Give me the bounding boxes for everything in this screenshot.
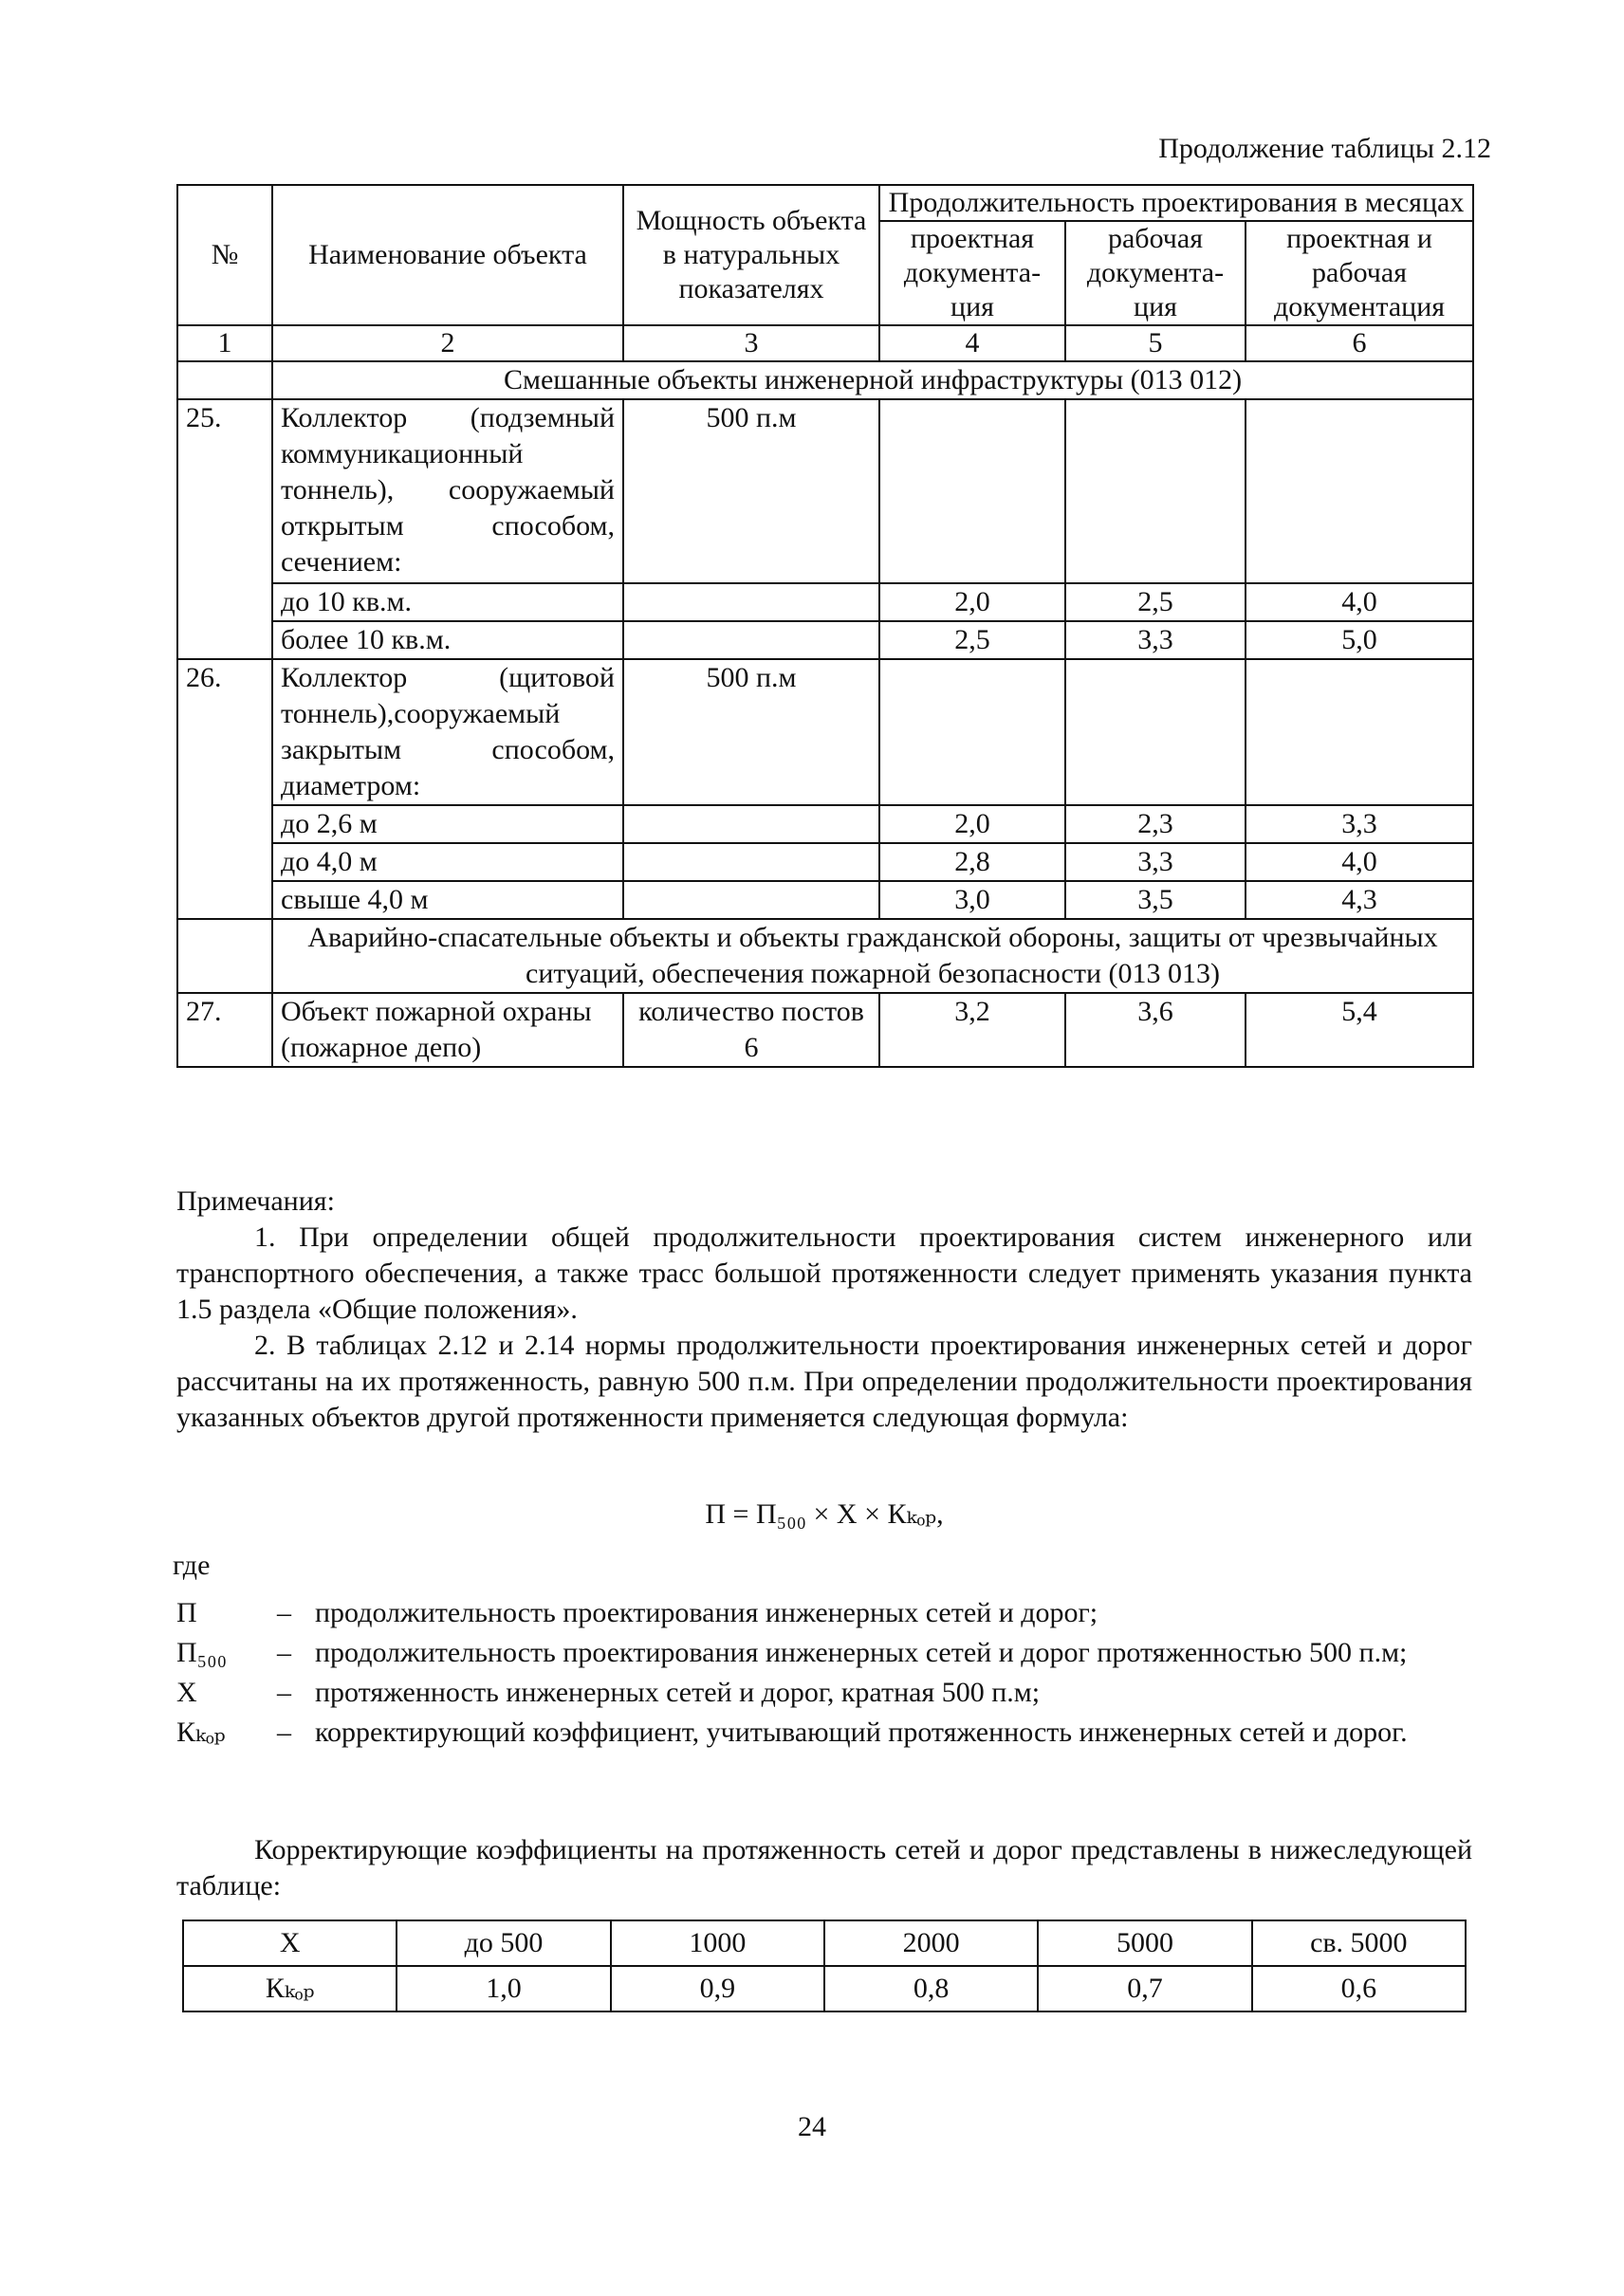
coef-value-cell: 1,0	[397, 1966, 610, 2011]
object-capacity: 500 п.м	[623, 659, 879, 805]
value-cell: 4,3	[1246, 881, 1473, 919]
header-capacity: Мощность объекта в натуральных показателях	[623, 185, 879, 325]
object-name: Объект пожарной охраны (пожарное депо)	[272, 993, 623, 1067]
value-cell: 4,0	[1246, 843, 1473, 881]
legend-symbol: Кₖₒₚ	[176, 1717, 226, 1748]
column-number: 5	[1065, 325, 1246, 361]
value-cell: 2,0	[879, 583, 1065, 621]
item-number: 25.	[177, 399, 272, 659]
coef-header-cell: до 500	[397, 1920, 610, 1966]
page-number: 24	[798, 2111, 826, 2142]
value-cell: 2,8	[879, 843, 1065, 881]
note-2: 2. В таблицах 2.12 и 2.14 нормы продолжительности проектирования инженерных сетей и дорог рассчитаны на их протяженность, равную 500 п.м. При определении продолжительности проектирования указанных объектов другой протяженности применяется следующая формула:	[176, 1330, 1472, 1433]
value-cell: 3,0	[879, 881, 1065, 919]
header-design-and-working-docs: проектная и рабочая документация	[1246, 221, 1473, 325]
header-no: №	[177, 185, 272, 325]
legend-row	[176, 1715, 1472, 1751]
legend-text: продолжительность проектирования инженерных сетей и дорог протяженностью 500 п.м;	[315, 1637, 1408, 1668]
coef-value-cell: 0,8	[824, 1966, 1038, 2011]
value-cell: 3,2	[879, 993, 1065, 1067]
legend-text: корректирующий коэффициент, учитывающий протяженность инженерных сетей и дорог.	[315, 1717, 1408, 1748]
sub-row-label: до 4,0 м	[272, 843, 623, 881]
section-title: Аварийно-спасательные объекты и объекты гражданской обороны, защиты от чрезвычайных ситуаций, обеспечения пожарной безопасности (013 013)	[272, 919, 1473, 993]
notes-section	[173, 1184, 1472, 1581]
column-number: 1	[177, 325, 272, 361]
legend-symbol: П	[176, 1597, 197, 1628]
value-cell: 3,3	[1065, 621, 1246, 659]
legend-row	[176, 1635, 1472, 1671]
legend-symbol: Х	[176, 1677, 197, 1708]
legend-symbol: П₅₀₀	[176, 1637, 228, 1668]
value-cell: 5,4	[1246, 993, 1473, 1067]
item-number: 27.	[177, 993, 272, 1067]
legend-dash: –	[277, 1637, 291, 1668]
formula: П = П₅₀₀ × Х × Кₖₒₚ,	[705, 1498, 944, 1530]
legend-dash: –	[277, 1677, 291, 1708]
header-name: Наименование объекта	[272, 185, 623, 325]
duration-table	[176, 184, 1474, 1068]
sub-row-label: свыше 4,0 м	[272, 881, 623, 919]
sub-row-label: до 10 кв.м.	[272, 583, 623, 621]
coefficient-table	[182, 1919, 1467, 2012]
coefficient-intro-text: Корректирующие коэффициенты на протяженность сетей и дорог представлены в нижеследующей таблице:	[176, 1834, 1472, 1901]
header-design-docs: проектная документа-ция	[879, 221, 1065, 325]
legend-row	[176, 1595, 1472, 1631]
legend-dash: –	[277, 1717, 291, 1748]
coef-value-cell: 0,6	[1252, 1966, 1466, 2011]
coef-header-cell: 1000	[611, 1920, 824, 1966]
value-cell: 3,3	[1246, 805, 1473, 843]
table-continuation-label: Продолжение таблицы 2.12	[1158, 133, 1491, 164]
coefficient-intro	[176, 1832, 1472, 1904]
column-number: 2	[272, 325, 623, 361]
notes-heading: Примечания:	[176, 1185, 335, 1217]
coef-value-cell: 0,9	[611, 1966, 824, 2011]
coef-header-cell: 2000	[824, 1920, 1038, 1966]
column-number: 6	[1246, 325, 1473, 361]
column-number: 4	[879, 325, 1065, 361]
legend-row	[176, 1675, 1472, 1711]
item-number: 26.	[177, 659, 272, 919]
value-cell: 3,5	[1065, 881, 1246, 919]
value-cell: 2,5	[1065, 583, 1246, 621]
legend-dash: –	[277, 1597, 291, 1628]
section-title: Смешанные объекты инженерной инфраструктуры (013 012)	[272, 361, 1473, 399]
coef-value-cell: Кₖₒₚ	[183, 1966, 397, 2011]
object-name: Коллектор (щитовой тоннель),сооружаемый закрытым способом, диаметром:	[272, 659, 623, 805]
header-duration-group: Продолжительность проектирования в месяцах	[879, 185, 1473, 221]
formula-legend	[176, 1595, 1472, 1754]
value-cell: 2,5	[879, 621, 1065, 659]
value-cell: 3,6	[1065, 993, 1246, 1067]
object-capacity: 500 п.м	[623, 399, 879, 583]
header-working-docs: рабочая документа-ция	[1065, 221, 1246, 325]
value-cell: 5,0	[1246, 621, 1473, 659]
legend-text: протяженность инженерных сетей и дорог, кратная 500 п.м;	[315, 1677, 1041, 1708]
legend-text: продолжительность проектирования инженерных сетей и дорог;	[315, 1597, 1098, 1628]
object-name: Коллектор (подземный коммуникационный тоннель), сооружаемый открытым способом, сечением:	[272, 399, 623, 583]
coef-header-cell: Х	[183, 1920, 397, 1966]
coef-value-cell: 0,7	[1038, 1966, 1251, 2011]
coef-header-cell: св. 5000	[1252, 1920, 1466, 1966]
value-cell: 3,3	[1065, 843, 1246, 881]
object-capacity: количество постов 6	[623, 993, 879, 1067]
value-cell: 4,0	[1246, 583, 1473, 621]
coef-header-cell: 5000	[1038, 1920, 1251, 1966]
sub-row-label: до 2,6 м	[272, 805, 623, 843]
sub-row-label: более 10 кв.м.	[272, 621, 623, 659]
value-cell: 2,0	[879, 805, 1065, 843]
value-cell: 2,3	[1065, 805, 1246, 843]
column-number: 3	[623, 325, 879, 361]
note-1: 1. При определении общей продолжительности проектирования систем инженерного или транспортного обеспечения, а также трасс большой протяженности следует применять указания пункта 1.5 раздела «Общие положения».	[176, 1221, 1472, 1325]
where-label: где	[173, 1550, 211, 1581]
